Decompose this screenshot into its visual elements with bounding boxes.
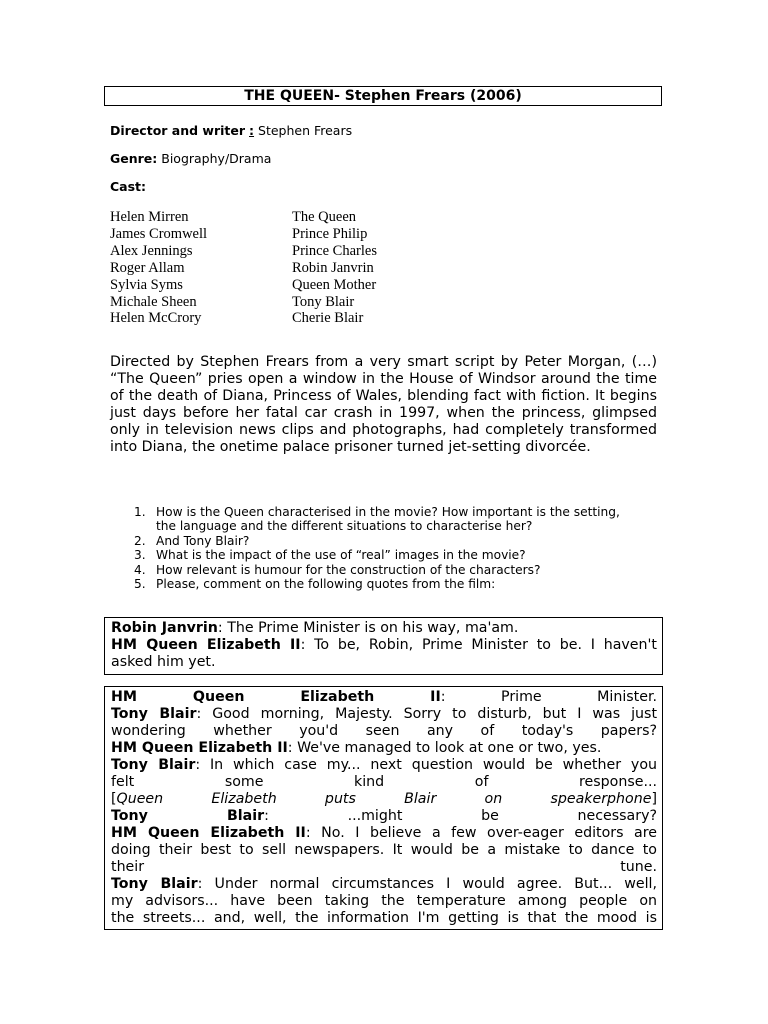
- dialogue-line: my advisors... have been taking the temperature among people on: [111, 893, 657, 909]
- dialogue-line: felt some kind of response...: [111, 774, 657, 790]
- question-number: 1.: [134, 505, 146, 519]
- speaker-name: HM Queen Elizabeth II: [111, 689, 441, 705]
- questions-list: [110, 505, 658, 591]
- dialogue-line: [111, 825, 657, 842]
- speaker-name: HM Queen Elizabeth II: [111, 825, 306, 841]
- speaker-name: Tony Blair: [111, 808, 265, 824]
- question-number: 4.: [134, 562, 146, 577]
- question-number: 2.: [134, 533, 146, 548]
- speaker-name: Tony Blair: [111, 757, 196, 773]
- dialogue-text: : We've managed to look at one or two, yes.: [287, 740, 602, 756]
- cast-row: [110, 226, 377, 243]
- synopsis-paragraph: Directed by Stephen Frears from a very smart script by Peter Morgan, (…) “The Queen” pries open a window in the House of Windsor around the time of the death of Diana, Princess of Wales, blending fact with fiction. It begins just days before her fatal car crash in 1997, when the princess, glimpsed only in television news clips and photographs, had completely transformed into Diana, the onetime palace prisoner turned jet-setting divorcée.: [110, 354, 657, 455]
- cast-actor: James Cromwell: [110, 225, 208, 242]
- cast-row: [110, 209, 377, 226]
- cast-actor: Sylvia Syms: [110, 276, 183, 293]
- cast-row: [110, 310, 377, 327]
- dialogue-text: : In which case my... next question would be whether you: [195, 757, 658, 773]
- dialogue-line: the streets... and, well, the information I'm getting is that the mood is: [111, 910, 657, 926]
- cast-heading: [110, 179, 146, 194]
- cast-actor: Roger Allam: [110, 259, 185, 276]
- director-label: Director and writer: [110, 123, 246, 138]
- dialogue-text: : Good morning, Majesty. Sorry to disturb, but I was just: [196, 706, 658, 722]
- question-item: [110, 577, 658, 591]
- question-item: [110, 548, 658, 562]
- cast-role: Prince Charles: [292, 242, 377, 259]
- director-line: [110, 123, 352, 138]
- stage-direction: Queen Elizabeth puts Blair on speakerphone: [116, 791, 652, 807]
- cast-role: Queen Mother: [292, 276, 377, 293]
- quote-box-1: [104, 617, 663, 675]
- question-text: the language and the different situations to characterise her?: [156, 519, 533, 534]
- director-value: Stephen Frears: [254, 123, 353, 138]
- stage-direction-line: [111, 791, 657, 808]
- dialogue-line: their tune.: [111, 859, 657, 875]
- cast-row: [110, 294, 377, 311]
- question-text: How relevant is humour for the construction of the characters?: [156, 562, 541, 577]
- dialogue-line: doing their best to sell newspapers. It would be a mistake to dance to: [111, 842, 657, 858]
- quote-box-2: [104, 686, 663, 930]
- dialogue-line: [111, 740, 657, 757]
- cast-list: [110, 209, 377, 327]
- question-number: 5.: [134, 577, 146, 592]
- dialogue-text: : Under normal circumstances I would agree. But... well,: [197, 876, 658, 892]
- speaker-name: Tony Blair: [111, 706, 197, 722]
- genre-line: [110, 151, 271, 166]
- question-text: How is the Queen characterised in the movie? How important is the setting,: [156, 505, 620, 519]
- cast-label: Cast:: [110, 179, 147, 194]
- question-text: Please, comment on the following quotes from the film:: [156, 577, 496, 592]
- question-number: 3.: [134, 548, 146, 563]
- cast-row: [110, 243, 377, 260]
- question-item: [110, 505, 658, 534]
- cast-row: [110, 277, 377, 294]
- question-text: And Tony Blair?: [156, 533, 250, 548]
- speaker-name: HM Queen Elizabeth II: [111, 740, 288, 756]
- dialogue-text: : Prime Minister.: [440, 689, 657, 705]
- dialogue-line: [111, 620, 657, 637]
- dialogue-line: [111, 689, 657, 706]
- dialogue-text: : No. I believe a few over-eager editors are: [305, 825, 657, 841]
- cast-role: The Queen: [292, 209, 357, 225]
- dialogue-line: wondering whether you'd seen any of today's papers?: [111, 723, 657, 739]
- cast-actor: Alex Jennings: [110, 242, 193, 259]
- question-text: What is the impact of the use of “real” images in the movie?: [156, 548, 526, 563]
- speaker-name: HM Queen Elizabeth II: [111, 637, 301, 653]
- dialogue-line: asked him yet.: [111, 654, 216, 670]
- dialogue-line: [111, 876, 657, 893]
- dialogue-text: : ...might be necessary?: [264, 808, 657, 824]
- dialogue-line: [111, 808, 657, 825]
- cast-role: Tony Blair: [292, 293, 355, 310]
- dialogue-text: : The Prime Minister is on his way, ma'am.: [217, 620, 519, 636]
- bracket-open: [: [111, 791, 117, 807]
- dialogue-line: [111, 757, 657, 774]
- cast-row: [110, 260, 377, 277]
- bracket-close: ]: [651, 791, 657, 807]
- question-item: [110, 563, 658, 577]
- dialogue-line: [111, 706, 657, 723]
- speaker-name: Tony Blair: [111, 876, 198, 892]
- dialogue-line: [111, 637, 657, 654]
- document-title: THE QUEEN- Stephen Frears (2006): [104, 86, 662, 106]
- question-item: [110, 534, 658, 548]
- genre-value: Biography/Drama: [157, 151, 272, 166]
- cast-actor: Helen McCrory: [110, 310, 202, 327]
- dialogue-text: : To be, Robin, Prime Minister to be. I haven't: [300, 637, 657, 653]
- cast-role: Robin Janvrin: [292, 259, 374, 276]
- genre-label: Genre:: [110, 151, 158, 166]
- cast-actor: Michale Sheen: [110, 293, 197, 310]
- cast-role: Cherie Blair: [292, 310, 364, 327]
- speaker-name: Robin Janvrin: [111, 620, 218, 636]
- director-sep: :: [249, 123, 255, 138]
- cast-actor: Helen Mirren: [110, 209, 189, 225]
- cast-role: Prince Philip: [292, 225, 368, 242]
